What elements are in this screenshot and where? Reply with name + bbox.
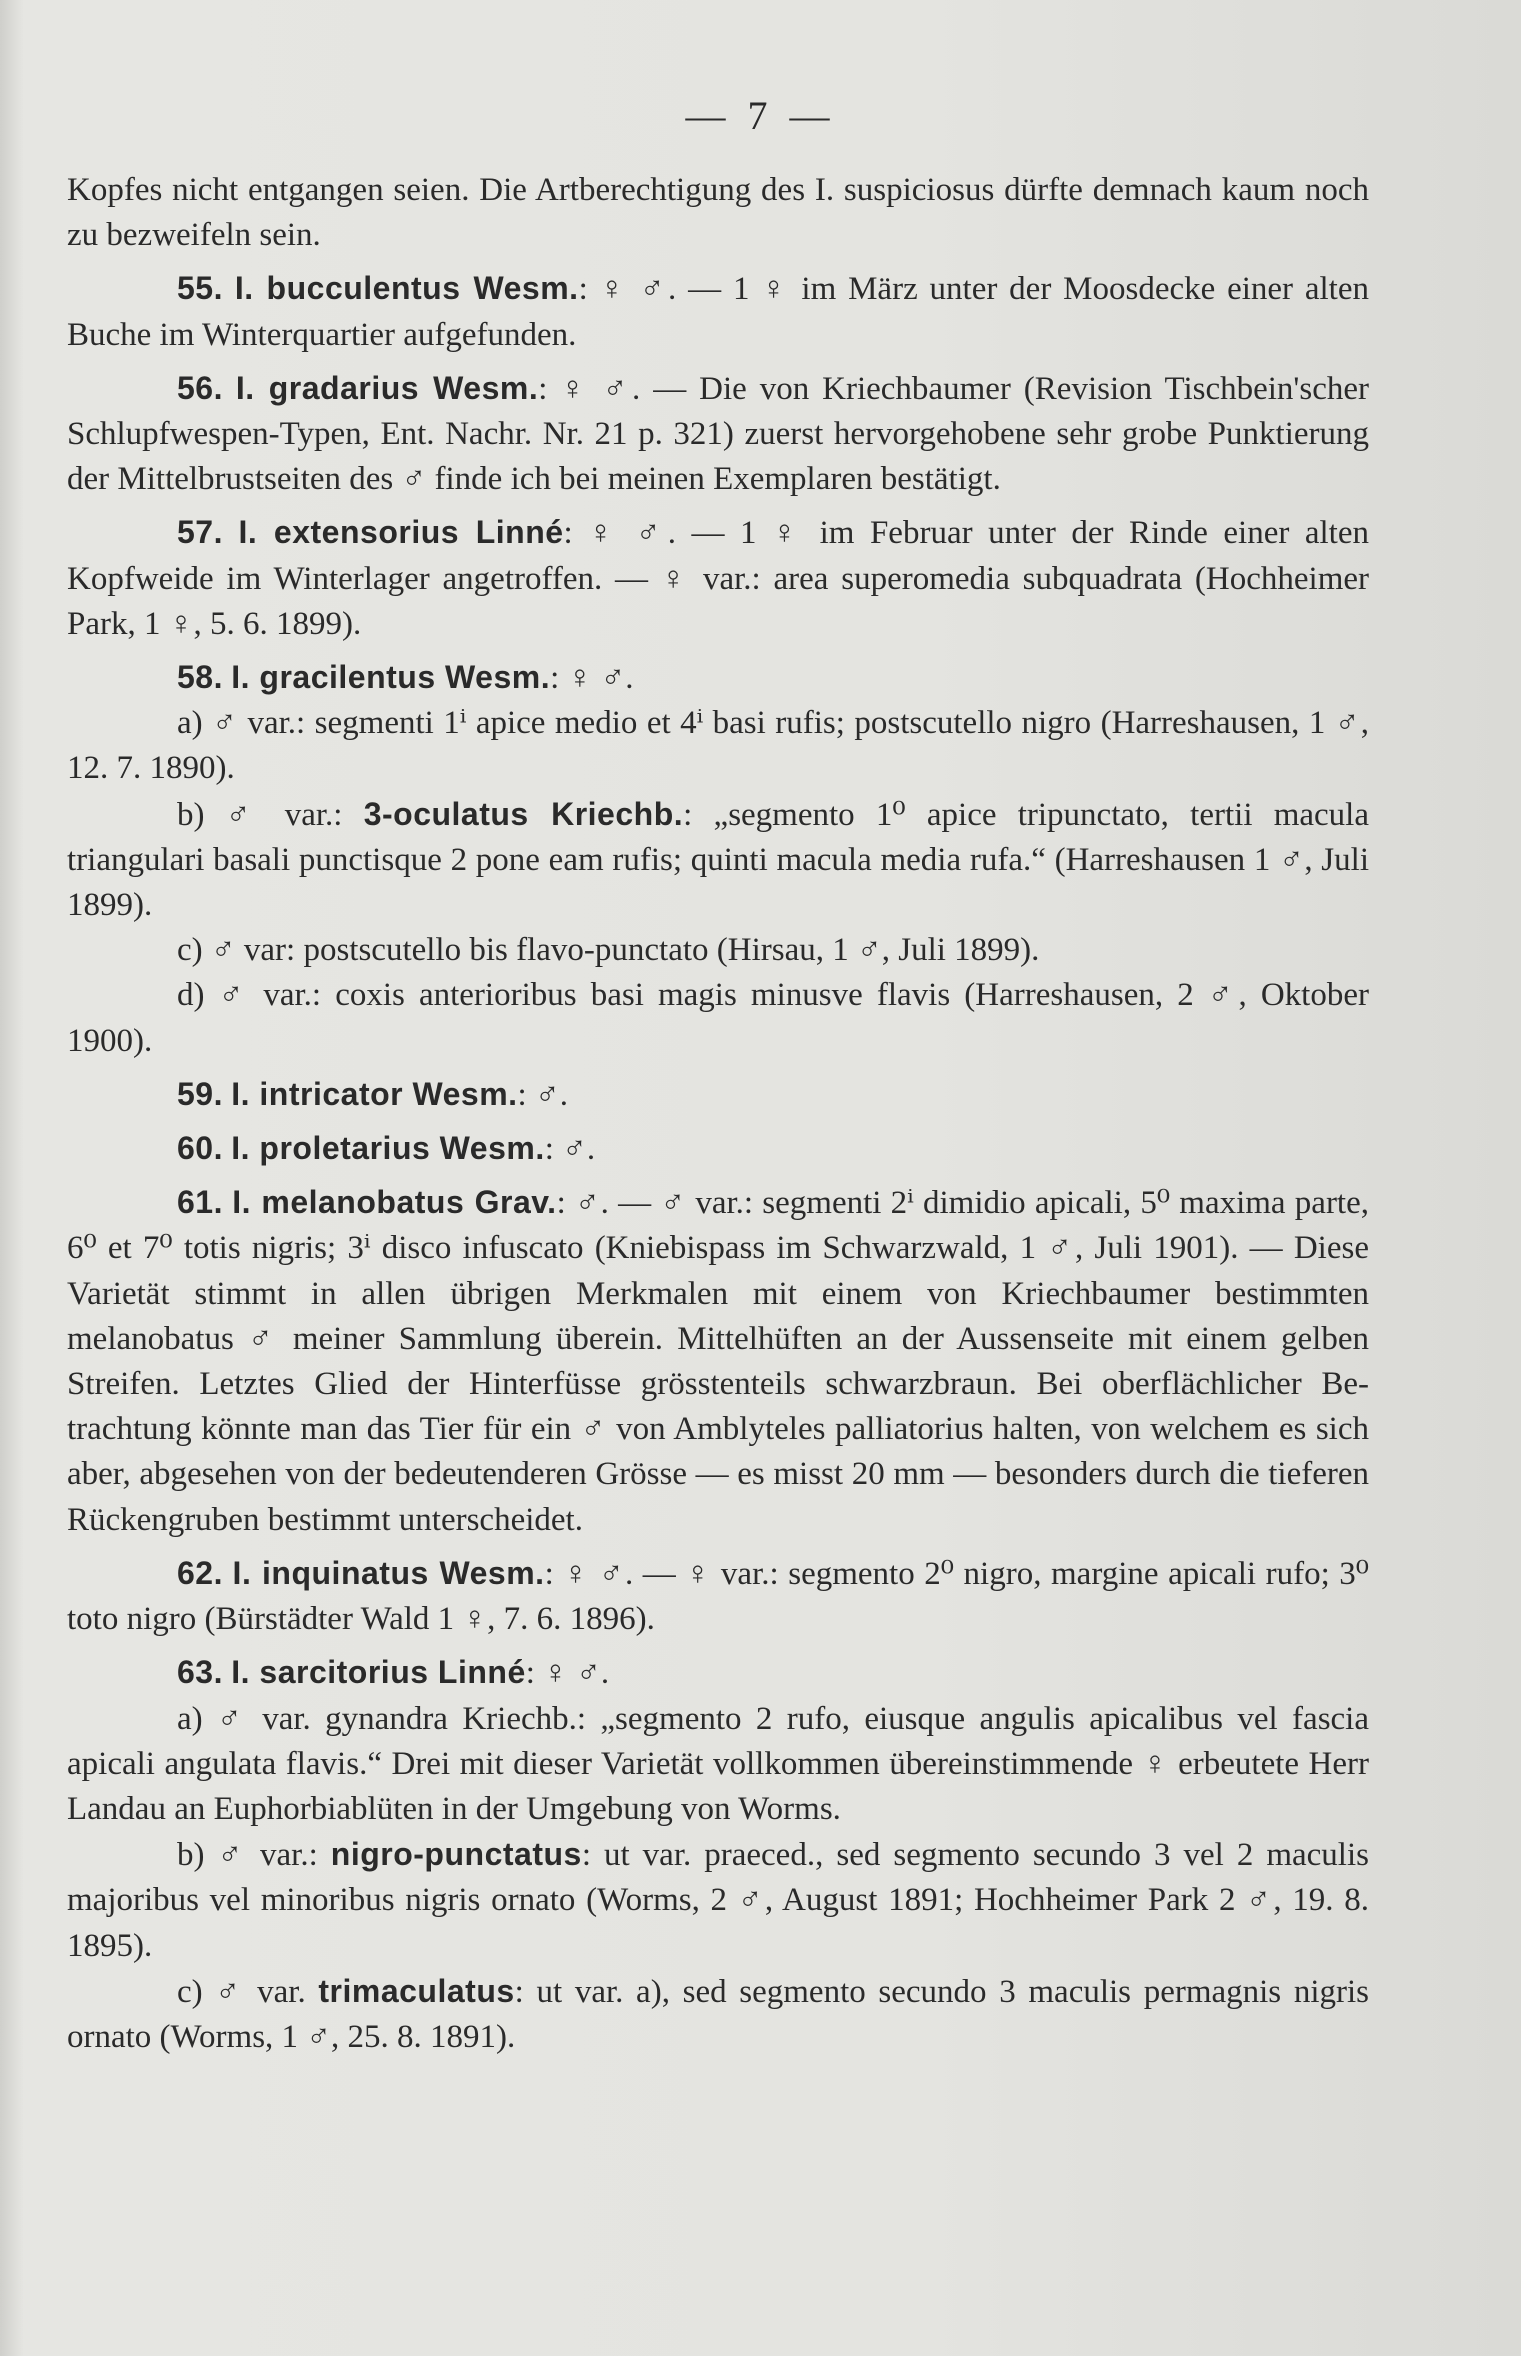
- entry-number: 57.: [177, 514, 223, 551]
- entry-number: 63.: [177, 1654, 223, 1691]
- variety-name: nigro-punctatus: [330, 1836, 582, 1873]
- variety-entry-58c: c) ♂ var: postscutello bis flavo-punctato (Hirsau, 1 ♂, Juli 1899).: [177, 932, 1040, 969]
- species-entry-59: 59. I. intricator Wesm.: ♂.: [177, 1075, 568, 1113]
- variety-entry-63b: b) ♂ var.: nigro-punctatus: ut var. praeced., sed segmento secundo 3 vel 2 maculis majoribus vel minoribus nigris ornato (Worms, 2 ♂, August 1891; Hochheimer Park 2 ♂, 19. 8. 1895).: [67, 1836, 1369, 1964]
- body-text: [67, 168, 1369, 2060]
- species-entry-61: 61. I. melanobatus Grav.: ♂. — ♂ var.: segmenti 2ⁱ dimidio apicali, 5⁰ maxima parte, 6⁰ et 7⁰ totis nigris; 3ⁱ disco infuscato (Kniebispass im Schwarzwald, 1 ♂, Juli 1901). — Diese Varietät stimmt in allen übrigen Merkmalen mit einem von Kriechbaumer bestimmten melanobatus ♂ meiner Sammlung überein. Mittelhüften an der Aussenseite mit einem gelben Streifen. Letztes Glied der Hinterfüsse grösstenteils schwarzbraun. Bei oberflächlicher Betrachtung könnte man das Tier für ein ♂ von Amblyteles palliatorius halten, von welchem es sich aber, abgesehen von der bedeutenderen Grösse — es misst 20 mm — besonders durch die tieferen Rückengruben bestimmt unterscheidet.: [67, 1184, 1370, 1538]
- species-name: I. gradarius Wesm.: [235, 369, 539, 406]
- entry-number: 58.: [177, 659, 223, 696]
- paragraph-continuation: Kopfes nicht entgangen seien. Die Artberechtigung des I. suspiciosus dürfte demnach kaum noch zu bezweifeln sein.: [67, 172, 1369, 254]
- entry-number: 61.: [177, 1184, 223, 1221]
- variety-entry-58a: a) ♂ var.: segmenti 1ⁱ apice medio et 4ⁱ basi rufis; postscutello nigro (Harreshausen, 1 ♂, 12. 7. 1890).: [67, 705, 1369, 787]
- species-name: I. bucculentus Wesm.: [234, 270, 579, 307]
- variety-entry-58b: b) ♂ var.: 3-oculatus Kriechb.: „segmento 1⁰ apice tripunctato, tertii macula triangulari basali punctisque 2 pone eam rufis; quinti macula media rufa.“ (Harreshausen 1 ♂, Juli 1899).: [67, 795, 1370, 924]
- entry-number: 62.: [177, 1554, 223, 1591]
- entry-number: 55.: [177, 270, 223, 307]
- species-entry-62: 62. I. inquinatus Wesm.: ♀ ♂. — ♀ var.: segmento 2⁰ nigro, margine apicali rufo; 3⁰ toto nigro (Bürstädter Wald 1 ♀, 7. 6. 1896).: [67, 1554, 1370, 1638]
- variety-name: 3-oculatus Kriechb.: [363, 795, 684, 832]
- variety-entry-63c: c) ♂ var. trimaculatus: ut var. a), sed segmento secundo 3 maculis permagnis nigris ornato (Worms, 1 ♂, 25. 8. 1891).: [67, 1972, 1369, 2055]
- species-entry-57: 57. I. extensorius Linné: ♀ ♂. — 1 ♀ im Februar unter der Rinde einer alten Kopfweide im Winterlager angetroffen. — ♀ var.: area superomedia subquadrata (Hochheimer Park, 1 ♀, 5. 6. 1899).: [67, 514, 1369, 642]
- species-entry-60: 60. I. proletarius Wesm.: ♂.: [177, 1130, 596, 1168]
- entry-number: 56.: [177, 369, 223, 406]
- variety-entry-58d: d) ♂ var.: coxis anterioribus basi magis minusve flavis (Harreshausen, 2 ♂, Oktober 1900).: [67, 977, 1369, 1059]
- page-number: — 7 —: [685, 93, 836, 138]
- species-name: I. intricator Wesm.: [231, 1075, 518, 1112]
- species-name: I. extensorius Linné: [238, 514, 564, 551]
- entry-number: 60.: [177, 1130, 223, 1167]
- species-name: I. melanobatus Grav.: [232, 1184, 557, 1221]
- species-name: I. sarcitorius Linné: [231, 1654, 526, 1691]
- species-name: I. proletarius Wesm.: [231, 1130, 545, 1167]
- entry-number: 59.: [177, 1075, 223, 1112]
- species-entry-56: 56. I. gradarius Wesm.: ♀ ♂. — Die von Kriechbaumer (Revision Tischbein'scher Schlupfwespen-Typen, Ent. Nachr. Nr. 21 p. 321) zuerst hervorgehobene sehr grobe Punktierung der Mittelbrustseiten des ♂ finde ich bei meinen Exemplaren bestätigt.: [67, 369, 1369, 498]
- species-entry-63: 63. I. sarcitorius Linné: ♀ ♂.: [177, 1654, 610, 1692]
- species-name: I. gracilentus Wesm.: [231, 659, 551, 696]
- species-entry-58: 58. I. gracilentus Wesm.: ♀ ♂.: [177, 659, 634, 697]
- variety-entry-63a: a) ♂ var. gynandra Kriechb.: „segmento 2 rufo, eiusque angulis apicalibus vel fascia apicali angulata flavis.“ Drei mit dieser Varietät vollkommen übereinstimmende ♀ erbeutete Herr Landau an Euphorbiablüten in der Umgebung von Worms.: [67, 1700, 1369, 1827]
- species-name: I. inquinatus Wesm.: [232, 1554, 545, 1591]
- variety-name: trimaculatus: [318, 1972, 515, 2009]
- species-entry-55: 55. I. bucculentus Wesm.: ♀ ♂. — 1 ♀ im März unter der Moosdecke einer alten Buche im Winterquartier aufgefunden.: [67, 270, 1370, 353]
